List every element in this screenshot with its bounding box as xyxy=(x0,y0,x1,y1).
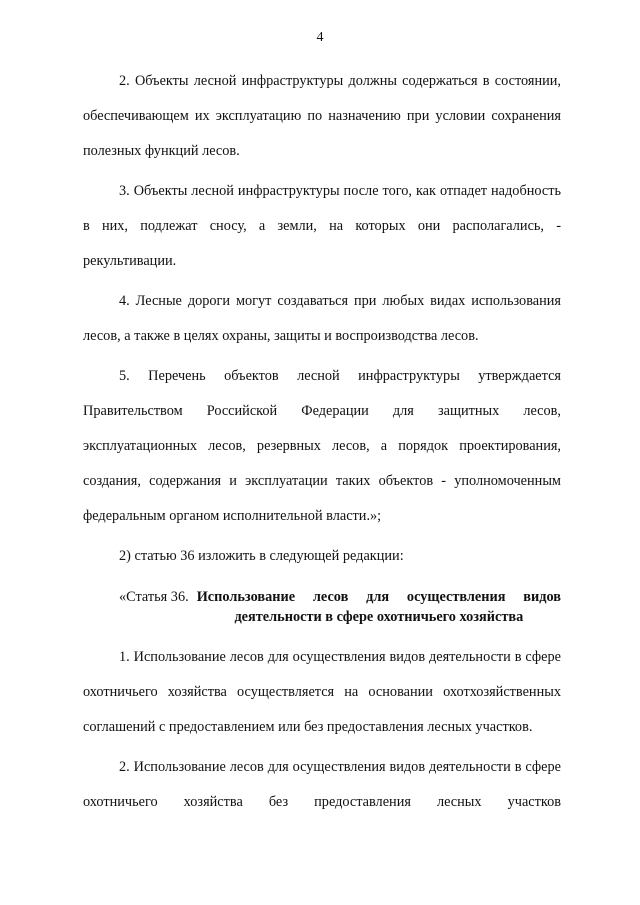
paragraph-infrastructure-maintenance: 2. Объекты лесной инфраструктуры должны содержаться в состоянии, обеспечивающем их эксплуатацию по назначению при условии сохранения полезных функций лесов. xyxy=(83,73,561,159)
paragraph-infrastructure-list: 5. Перечень объектов лесной инфраструктуры утверждается Правительством Российской Федерации для защитных лесов, эксплуатационных лесов, резервных лесов, а порядок проектирования, создания, содержания и эксплуатации таких объектов - уполномоченным федеральным органом исполнительной власти.»; xyxy=(83,368,561,524)
paragraph-article-36-intro: 2) статью 36 изложить в следующей редакции: xyxy=(119,548,404,564)
article-number: «Статья 36. xyxy=(119,589,189,605)
paragraph-hunting-without-plots: 2. Использование лесов для осуществления видов деятельности в сфере охотничьего хозяйства без предоставления лесных участков xyxy=(83,759,561,810)
article-heading xyxy=(83,579,561,635)
paragraph-forest-roads: 4. Лесные дороги могут создаваться при любых видах использования лесов, а также в целях охраны, защиты и воспроизводства лесов. xyxy=(83,293,561,344)
paragraph-infrastructure-demolition: 3. Объекты лесной инфраструктуры после того, как отпадет надобность в них, подлежат сносу, а земли, на которых они располагались, - рекультивации. xyxy=(83,183,561,269)
document-body xyxy=(83,64,561,825)
paragraph-hunting-basis: 1. Использование лесов для осуществления видов деятельности в сфере охотничьего хозяйства осуществляется на основании охотхозяйственных соглашений с предоставлением или без предоставления лесных участков. xyxy=(83,649,561,735)
article-title: Использование лесов для осуществления видов деятельности в сфере охотничьего хозяйства xyxy=(196,589,561,625)
page-number: 4 xyxy=(316,30,324,45)
